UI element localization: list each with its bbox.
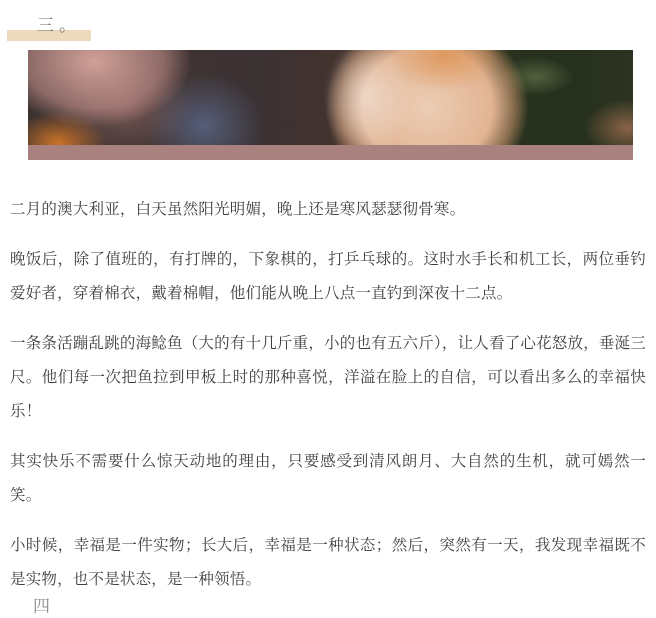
section-heading-three: 三。 xyxy=(37,16,81,35)
paragraph-3: 一条条活蹦乱跳的海鲶鱼（大的有十几斤重，小的也有五六斤），让人看了心花怒放，垂涎三尺。他们每一次把鱼拉到甲板上时的那种喜悦，洋溢在脸上的自信，可以看出多么的幸福快乐！ xyxy=(10,335,646,420)
paragraph-1: 二月的澳大利亚，白天虽然阳光明媚，晚上还是寒风瑟瑟彻骨寒。 xyxy=(10,201,466,218)
section-heading-four: 四 xyxy=(33,597,50,616)
rose-flowers-photo xyxy=(28,50,633,145)
photo-caption-bar xyxy=(28,145,633,160)
paragraph-5: 小时候，幸福是一件实物；长大后，幸福是一种状态；然后，突然有一天，我发现幸福既不是实物，也不是状态，是一种领悟。 xyxy=(10,537,646,588)
article-body xyxy=(10,160,646,613)
paragraph-4: 其实快乐不需要什么惊天动地的理由，只要感受到清风朗月、大自然的生机，就可嫣然一笑。 xyxy=(10,453,646,504)
paragraph-2: 晚饭后，除了值班的，有打牌的，下象棋的，打乒乓球的。这时水手长和机工长，两位垂钓爱好者，穿着棉衣，戴着棉帽，他们能从晚上八点一直钓到深夜十二点。 xyxy=(10,251,646,302)
